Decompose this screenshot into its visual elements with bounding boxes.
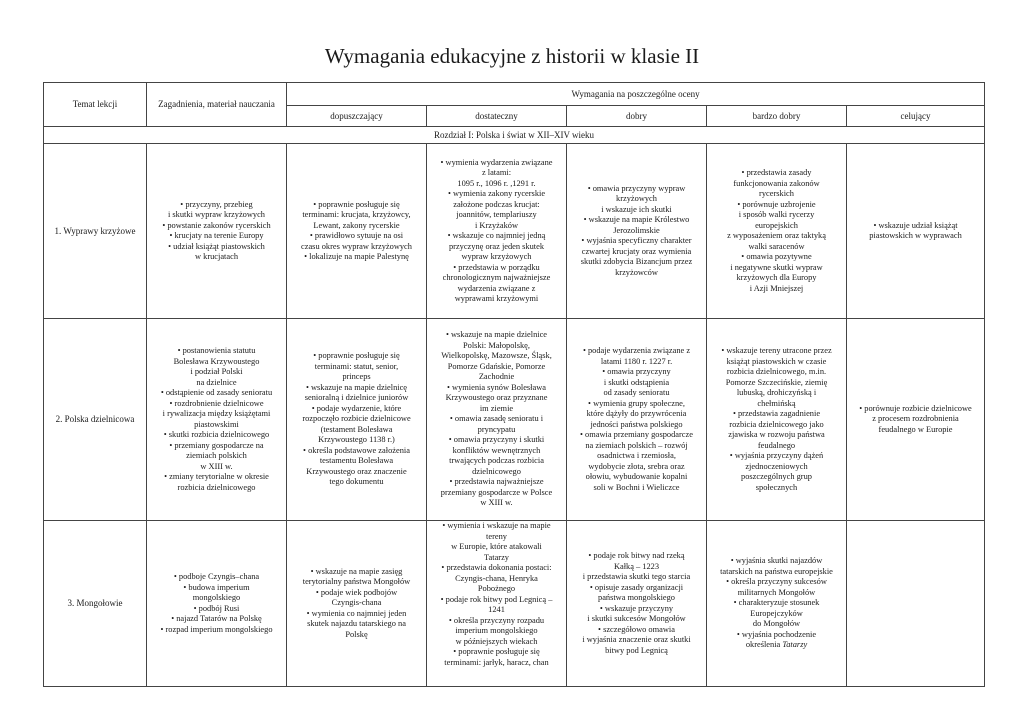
cell-line: krzyżowców (615, 267, 658, 277)
cell-line: zjednoczeniowych (745, 461, 808, 471)
cell-line: dzielnicowego (472, 466, 521, 476)
cell-line: wydobycie złota, srebra oraz (588, 461, 685, 471)
row-topic: 2. Polska dzielnicowa (44, 319, 147, 521)
cell-line: trwających podczas rozbicia (449, 456, 544, 466)
cell-line: • wymienia grupy społeczne, (588, 398, 685, 408)
cell-line: od zasady senioratu (603, 388, 670, 397)
cell-dobry (567, 144, 707, 319)
cell-line: (testament Bolesława (320, 424, 393, 434)
cell-line: i rywalizacja między książętami (162, 409, 271, 418)
cell-line: terminami: krucjata, krzyżowcy, (302, 210, 411, 219)
cell-line: rozbicia dzielnicowego, m.in. (726, 367, 827, 376)
cell-line: • poprawnie posługuje się (453, 647, 540, 656)
cell-line: • wskazuje przyczyny (599, 603, 674, 613)
cell-line: • omawia przemiany gospodarcze (580, 430, 693, 439)
cell-line: • przedstawia zasady (741, 168, 812, 177)
cell-line: i Krzyżaków (474, 220, 519, 230)
cell-line: i wskazuje ich skutki (601, 204, 672, 214)
cell-line: • wymienia zakony rycerskie (447, 189, 546, 198)
cell-line: Polski: Małopolskę, (462, 340, 530, 350)
cell-celujacy (847, 319, 985, 521)
cell-line: Lewant, zakony rycerskie (313, 220, 400, 230)
cell-line: • wyjaśnia przyczyny dążeń (729, 451, 824, 460)
cell-line: imperium mongolskiego (455, 626, 538, 635)
cell-line: • porównuje uzbrojenie (737, 199, 816, 209)
cell-dopuszczajacy (287, 144, 427, 319)
cell-line: • przyczyny, przebieg (180, 199, 253, 209)
cell-line: zjawiska w rozwoju państwa (728, 430, 825, 439)
cell-line: wypraw krzyżowych (461, 252, 532, 261)
cell-line: przemiany gospodarcze w Polsce (440, 487, 553, 497)
cell-bardzo-dobry (707, 521, 847, 687)
cell-dobry (567, 319, 707, 521)
cell-line: ziemiach polskich (186, 451, 247, 460)
row-topic: 3. Mongołowie (44, 521, 147, 687)
cell-line: • lokalizuje na mapie Palestynę (304, 252, 409, 261)
cell-line: • przedstawia dokonania postaci: (441, 563, 552, 572)
cell-line: • omawia przyczyny i skutki (448, 435, 545, 445)
table-row (44, 319, 985, 521)
cell-dostateczny (427, 521, 567, 687)
cell-line: • podbój Rusi (193, 603, 240, 613)
cell-line: 1241 (488, 605, 505, 614)
cell-line: w późniejszych wiekach (455, 636, 538, 646)
cell-line: • przemiany gospodarcze na (169, 440, 264, 450)
cell-line: • budowa imperium (183, 582, 250, 592)
cell-line: • poprawnie posługuje się (313, 351, 400, 361)
cell-line: określenia Tatarzy (745, 640, 808, 650)
cell-line: • zmiany terytorialne w okresie (164, 472, 269, 481)
cell-line: społecznych (755, 482, 798, 492)
cell-line: z latami: (481, 168, 512, 177)
cell-line: wyprawami krzyżowymi (454, 294, 539, 303)
cell-line: Pomorze Szczecińskie, ziemię (725, 377, 828, 387)
cell-line: • wymienia synów Bolesława (447, 382, 546, 392)
cell-line: Czyngis-chana, Henryka (455, 573, 538, 583)
page-title: Wymagania edukacyjne z historii w klasie II (324, 44, 700, 68)
cell-line: Europejczyków (750, 608, 803, 618)
cell-line: rozbicia dzielnicowego jako (729, 419, 824, 429)
cell-line: • omawia pozytywne (741, 252, 812, 261)
cell-line: lubuską, drohiczyńską i (736, 388, 817, 397)
cell-line: • przedstawia w porządku (453, 262, 540, 272)
cell-line: terminami: statut, senior, (314, 361, 399, 371)
cell-line: i skutki wypraw krzyżowych (168, 210, 265, 219)
cell-line: na ziemiach polskich – rozwój (585, 440, 688, 450)
cell-line: chronologicznym najważniejsze (442, 273, 551, 282)
cell-line: • wskazuje na mapie dzielnicę (305, 382, 408, 392)
header-topic: Temat lekcji (44, 83, 147, 127)
cell-line: do Mongołów (752, 619, 801, 629)
cell-line: krzyżowych dla Europy (736, 273, 817, 282)
cell-line: piastowskimi (194, 419, 239, 429)
header-issues: Zagadnienia, materiał nauczania (147, 83, 287, 127)
cell-line: państwa mongolskiego (598, 593, 675, 602)
cell-line: konfliktów wewnętrznych (452, 445, 541, 455)
cell-line: tereny (486, 531, 507, 541)
cell-line: poszczególnych grup (741, 472, 812, 481)
cell-issues (147, 319, 287, 521)
cell-line: senioralną i dzielnice juniorów (304, 393, 409, 403)
cell-line: pryncypatu (477, 424, 516, 434)
cell-line: skutek najazdu tatarskiego na (307, 619, 406, 629)
cell-line: Pobożnego (477, 584, 516, 593)
cell-line: • podaje wydarzenie, które (311, 403, 402, 413)
cell-line: • wyjaśnia skutki najazdów (730, 556, 823, 566)
cell-line: terminami: jarłyk, haracz, chan (444, 657, 549, 667)
header-grade-bardzo-dobry: bardzo dobry (707, 106, 847, 127)
cell-line: • podaje wydarzenia związane z (582, 346, 691, 355)
cell-line: • określa podstawowe założenia (303, 445, 410, 455)
cell-line: jedności państwa polskiego (590, 419, 683, 429)
cell-line: w XIII w. (200, 461, 233, 471)
cell-line: • podaje rok bitwy pod Legnicą – (440, 594, 553, 604)
cell-line: • udział książąt piastowskich (168, 241, 265, 251)
cell-dobry (567, 521, 707, 687)
cell-line: mongolskiego (192, 593, 241, 602)
table-row (44, 521, 985, 687)
cell-line: • omawia przyczyny wypraw (587, 183, 686, 193)
cell-line: Kałką – 1223 (613, 561, 660, 571)
cell-line: Tatarzy (484, 552, 509, 562)
cell-line: krzyżowych (616, 194, 657, 204)
header-grade-dobry: dobry (567, 106, 707, 127)
cell-line: • prawidłowo sytuuje na osi (309, 231, 404, 240)
cell-line: • postanowienia statutu (177, 346, 256, 355)
cell-line: z procesem rozdrobnienia (872, 414, 959, 424)
cell-line: i sposób walki rycerzy (738, 210, 815, 219)
cell-line: ołowiu, wybudowanie kopalni (585, 472, 688, 481)
cell-line: • wskazuje na mapie dzielnice (445, 330, 548, 340)
cell-line: • wskazuje na mapie zasięg (310, 566, 403, 576)
cell-line: walki saracenów (748, 241, 805, 251)
cell-line: militarnych Mongołów (737, 587, 816, 597)
cell-line: Pomorze Gdańskie, Pomorze (447, 361, 546, 371)
cell-celujacy (847, 144, 985, 319)
cell-line: europejskich (755, 220, 798, 230)
cell-line: • podaje wiek podbojów (315, 587, 398, 597)
cell-line: Krzywoustego oraz przyznane (445, 393, 548, 403)
cell-line: funkcjonowania zakonów (733, 178, 820, 188)
cell-line: • wymienia co najmniej jeden (306, 608, 407, 618)
header-grade-dopuszczajacy: dopuszczający (287, 106, 427, 127)
cell-line: • najazd Tatarów na Polskę (171, 614, 262, 623)
cell-line: Polskę (345, 629, 368, 639)
cell-issues (147, 144, 287, 319)
cell-line: czwartej krucjaty oraz wymienia (581, 246, 692, 256)
cell-line: i skutki odstąpienia (603, 377, 670, 387)
cell-line: i wyjaśnia znaczenie oraz skutki (582, 635, 691, 644)
cell-line: • wymienia wydarzenia związane (440, 157, 553, 167)
cell-line: na dzielnice (196, 377, 237, 387)
cell-line: i negatywne skutki wypraw (730, 262, 823, 272)
cell-line: • omawia zasadę senioratu i (449, 414, 544, 424)
cell-line: • charakteryzuje stosunek (733, 598, 820, 608)
cell-line: czasu okres wypraw krzyżowych (301, 241, 412, 251)
cell-celujacy (847, 521, 985, 687)
cell-line: • wskazuje co najmniej jedną (447, 231, 546, 240)
cell-dostateczny (427, 319, 567, 521)
cell-line: soli w Bochni i Wieliczce (593, 482, 680, 492)
cell-line: przyczynę oraz jeden skutek (448, 241, 545, 251)
cell-line: • przedstawia najważniejsze (449, 477, 544, 487)
cell-line: • porównuje rozbicie dzielnicowe (859, 403, 972, 413)
cell-line: w Europie, które atakowali (451, 542, 542, 551)
cell-line: tatarskich na państwa europejskie (720, 566, 833, 576)
cell-bardzo-dobry (707, 144, 847, 319)
cell-line: • wymienia i wskazuje na mapie (442, 521, 551, 530)
table-row (44, 144, 985, 319)
cell-line: Jerozolimskie (613, 225, 660, 235)
cell-line: książąt piastowskich w czasie (726, 356, 827, 366)
cell-line: rozpoczęło rozbicie dzielnicowe (302, 414, 411, 424)
cell-line: z wyposażeniem oraz taktyką (727, 231, 826, 240)
cell-line: • wyjaśnia pochodzenie (736, 629, 817, 639)
cell-line: chełmińską (757, 398, 796, 408)
cell-line: • powstanie zakonów rycerskich (162, 220, 271, 230)
cell-line: princeps (342, 372, 371, 382)
cell-line: im ziemie (479, 403, 514, 413)
cell-line: • omawia przyczyny (602, 367, 671, 376)
header-grade-dostateczny: dostateczny (427, 106, 567, 127)
cell-bardzo-dobry (707, 319, 847, 521)
cell-line: skutki zdobycia Bizancjum przez (580, 257, 693, 267)
cell-line: Krzywoustego 1138 r.) (318, 435, 395, 445)
cell-line: terytorialny państwa Mongołów (302, 577, 411, 587)
cell-line: Wielkopolskę, Mazowsze, Śląsk, (441, 351, 552, 361)
cell-line: osadnictwa i rzemiosła, (597, 451, 676, 460)
requirements-table (43, 82, 985, 687)
row-topic: 1. Wyprawy krzyżowe (44, 144, 147, 319)
cell-line: które dążyły do przywrócenia (586, 409, 687, 418)
cell-line: Bolesława Krzywoustego (173, 356, 260, 366)
cell-line: • podboje Czyngis–chana (173, 572, 260, 581)
cell-line: • skutki rozbicia dzielnicowego (163, 430, 270, 439)
cell-line: joannitów, templariuszy (456, 210, 537, 219)
cell-line: • wskazuje na mapie Królestwo (583, 215, 690, 225)
cell-line: 1095 r., 1096 r. ,1291 r. (457, 178, 536, 188)
cell-line: feudalnego w Europie (878, 424, 953, 434)
cell-line: tego dokumentu (329, 477, 384, 487)
cell-line: • określa przyczyny rozpadu (448, 615, 545, 625)
cell-line: wydarzenia związane z (457, 283, 536, 293)
cell-line: • podaje rok bitwy nad rzeką (588, 551, 685, 560)
cell-line: Krzywoustego oraz znaczenie (306, 466, 407, 476)
cell-line: rozbicia dzielnicowego (177, 482, 256, 492)
header-requirements: Wymagania na poszczególne oceny (287, 83, 985, 106)
cell-line: w XIII w. (480, 498, 513, 508)
cell-line: • wyjaśnia specyficzny charakter (581, 236, 692, 246)
cell-dopuszczajacy (287, 319, 427, 521)
cell-line: • poprawnie posługuje się (313, 199, 400, 209)
cell-line: latami 1180 r. 1227 r. (600, 356, 673, 366)
cell-line: bitwy pod Legnicą (605, 645, 668, 655)
cell-line: • rozdrobnienie dzielnicowe (169, 398, 264, 408)
cell-line: Zachodnie (478, 372, 515, 382)
cell-line: • rozpad imperium mongolskiego (160, 624, 273, 634)
cell-line: i przedstawia skutki tego starcia (582, 572, 691, 581)
header-grade-celujacy: celujący (847, 106, 985, 127)
cell-line: i podział Polski (190, 367, 243, 376)
cell-line: • opisuje zasady organizacji (589, 582, 684, 592)
cell-line: • szczegółowo omawia (598, 624, 675, 634)
cell-issues (147, 521, 287, 687)
cell-line: i skutki sukcesów Mongołów (587, 614, 686, 623)
cell-line: piastowskich w wyprawach (869, 231, 962, 240)
cell-line: • określa przyczyny sukcesów (726, 577, 827, 587)
cell-line: • odstąpienie od zasady senioratu (160, 388, 273, 397)
chapter-heading: Rozdział I: Polska i świat w XII–XIV wieku (44, 127, 985, 144)
cell-dostateczny-content (429, 521, 564, 686)
cell-line: założone podczas krucjat: (453, 199, 540, 209)
cell-line: • przedstawia zagadnienie (732, 409, 821, 418)
cell-line: • wskazuje tereny utracone przez (721, 346, 832, 355)
cell-line: testamentu Bolesława (319, 456, 394, 466)
cell-line: Czyngis-chana (331, 598, 382, 608)
cell-line: w krucjatach (194, 252, 239, 261)
cell-dopuszczajacy (287, 521, 427, 687)
cell-line: • wskazuje udział książąt (873, 220, 958, 230)
cell-line: rycerskich (759, 189, 794, 198)
cell-line: feudalnego (757, 440, 796, 450)
cell-line: i Azji Mniejszej (749, 283, 804, 293)
cell-dostateczny (427, 144, 567, 319)
cell-line: • krucjaty na terenie Europy (169, 231, 264, 240)
